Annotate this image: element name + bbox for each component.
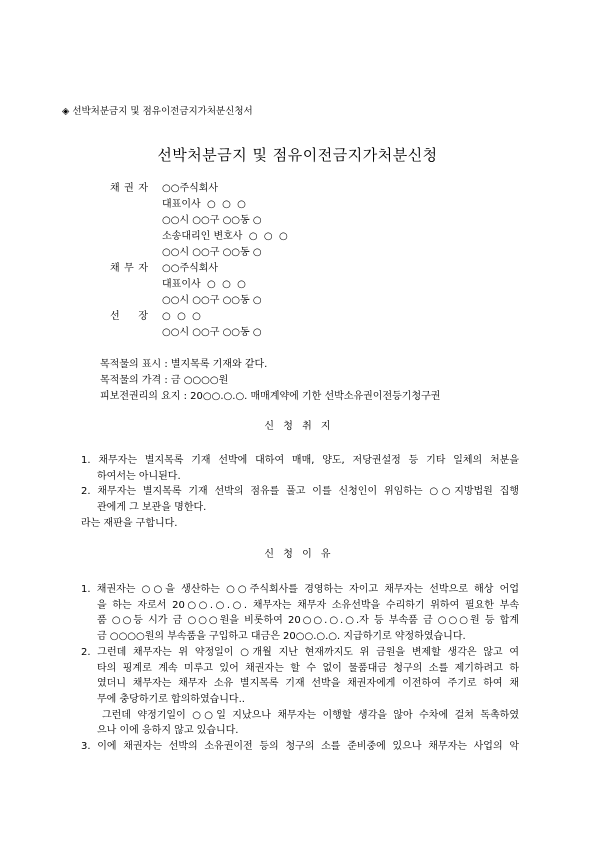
reasons-line: 을 하는 자로서 20○○.○.○. 채무자는 채무자 소유선박을 수리하기 위하여 필요한 부속 bbox=[97, 599, 519, 611]
object-value: 목적물의 가격 : 금 ○○○○원 bbox=[100, 375, 229, 386]
document-title: 선박처분금지 및 점유이전금지가처분신청 bbox=[157, 146, 438, 164]
purport-line: 하여서는 아니된다. bbox=[97, 470, 181, 482]
object-section bbox=[100, 357, 530, 405]
creditor-address bbox=[110, 213, 430, 229]
creditor-attorney bbox=[110, 229, 430, 245]
document-header-label: ◈ 선박처분금지 및 점유이전금지가처분신청서 bbox=[62, 106, 253, 117]
creditor-attorney-text: 소송대리인 변호사 ○ ○ ○ bbox=[162, 231, 288, 242]
captain-address bbox=[110, 325, 430, 341]
creditor-role: 채 권 자 bbox=[110, 183, 148, 194]
reasons-line: 품 ○○등 시가 금 ○○○원을 비롯하여 20○○.○.○.자 등 부속품 금 ○○○원 등 합계 bbox=[97, 615, 519, 627]
creditor-representative bbox=[110, 197, 430, 213]
object-description: 목적물의 표시 : 별지목록 기재와 같다. bbox=[100, 359, 268, 370]
captain-name: ○ ○ ○ bbox=[162, 311, 201, 322]
captain-row bbox=[110, 309, 430, 325]
captain-address-text: ○○시 ○○구 ○○동 ○ bbox=[162, 327, 262, 338]
creditor-name: ○○주식회사 bbox=[162, 183, 219, 194]
debtor-row bbox=[110, 261, 430, 277]
debtor-address-text: ○○시 ○○구 ○○동 ○ bbox=[162, 295, 262, 306]
reasons-line: 2. 그런데 채무자는 위 약정일이 ○개월 지난 현재까지도 위 금원을 변제할 생각은 않고 여 bbox=[81, 646, 519, 658]
right-to-preserve: 피보전권리의 요지 : 20○○.○.○. 매매계약에 기한 선박소유권이전등기청구권 bbox=[100, 391, 441, 402]
parties-section bbox=[110, 181, 430, 341]
purport-heading: 신 청 취 지 bbox=[264, 421, 331, 432]
creditor-address-text: ○○시 ○○구 ○○동 ○ bbox=[162, 215, 262, 226]
purport-line: 관에게 그 보관을 명한다. bbox=[97, 502, 207, 514]
reasons-body bbox=[81, 582, 519, 755]
purport-body bbox=[81, 453, 519, 532]
debtor-representative-text: 대표이사 ○ ○ ○ bbox=[162, 279, 246, 290]
purport-line: 2. 채무자는 별지목록 기재 선박의 점유를 풀고 이를 신청인이 위임하는 ○○지방법원 집행 bbox=[81, 486, 519, 498]
purport-line: 라는 재판을 구합니다. bbox=[81, 517, 178, 529]
creditor-representative-text: 대표이사 ○ ○ ○ bbox=[162, 199, 246, 210]
reasons-line: 금 ○○○○원의 부속품을 구입하고 대금은 20○○.○.○. 지급하기로 약정하였습니다. bbox=[97, 631, 466, 643]
reasons-heading: 신 청 이 유 bbox=[264, 549, 331, 560]
reasons-line: 3. 이에 채권자는 선박의 소유권이전 등의 청구의 소를 준비중에 있으나 채무자는 사업의 악 bbox=[81, 741, 519, 753]
debtor-name: ○○주식회사 bbox=[162, 263, 219, 274]
debtor-address bbox=[110, 293, 430, 309]
reasons-line: 1. 채권자는 ○○을 생산하는 ○○주식회사를 경영하는 자이고 채무자는 선박으로 해상 어업 bbox=[81, 584, 519, 595]
reasons-line: 무에 충당하기로 합의하였습니다.. bbox=[97, 693, 245, 705]
debtor-role: 채 무 자 bbox=[110, 263, 148, 274]
creditor-row bbox=[110, 181, 430, 197]
reasons-line: 였더니 채무자는 채무자 소유 별지목록 기재 선박을 채권자에게 이전하여 주기로 하여 채 bbox=[97, 678, 519, 690]
creditor-attorney-address-text: ○○시 ○○구 ○○동 ○ bbox=[162, 247, 262, 258]
creditor-attorney-address bbox=[110, 245, 430, 261]
reasons-line: 그런데 약정기일이 ○○일 지났으나 채무자는 이행할 생각을 않아 수차에 걸쳐 독촉하였 bbox=[102, 709, 519, 721]
debtor-representative bbox=[110, 277, 430, 293]
captain-role: 선 장 bbox=[110, 311, 148, 322]
reasons-line: 으나 이에 응하지 않고 있습니다. bbox=[97, 725, 239, 737]
purport-line: 1. 채무자는 별지목록 기재 선박에 대하여 매매, 양도, 저당권설정 등 기타 일체의 처분을 bbox=[81, 455, 519, 466]
reasons-line: 타의 핑계로 계속 미루고 있어 채권자는 할 수 없이 물품대금 청구의 소를 제기하려고 하 bbox=[97, 662, 519, 674]
